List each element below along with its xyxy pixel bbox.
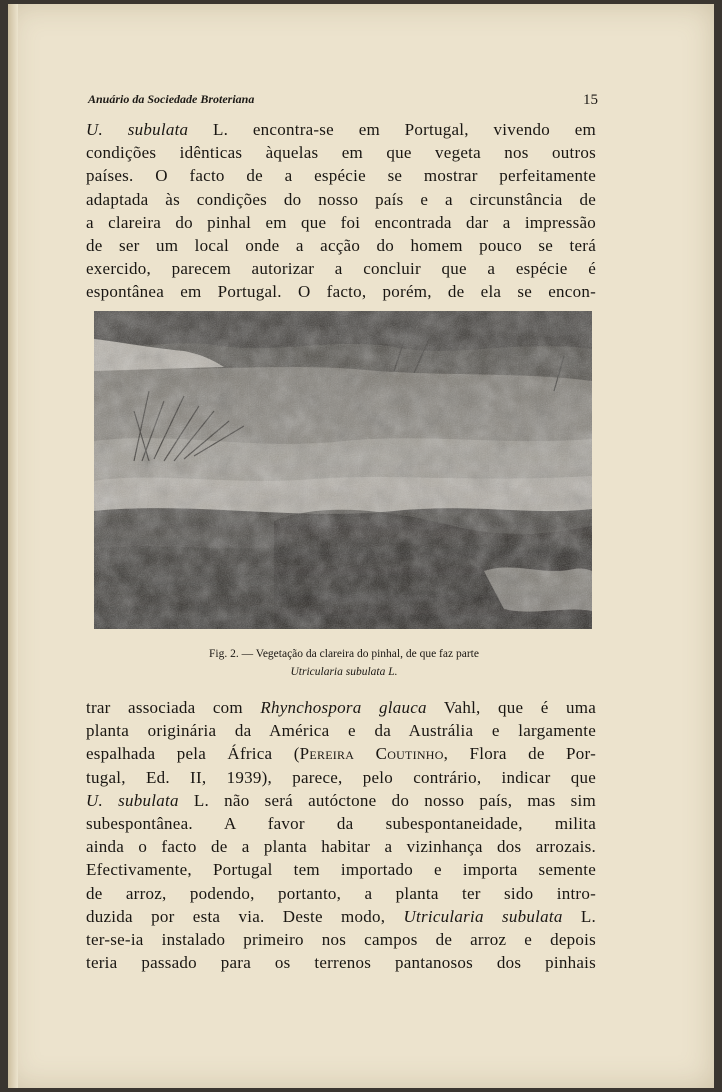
- text-line: [86, 789, 596, 812]
- text-line: [86, 211, 596, 234]
- text-segment: exercido, parecem autorizar a concluir que a espécie é: [86, 259, 596, 279]
- text-segment: planta originária da América e da Austrália e largamente: [86, 721, 596, 741]
- text-line: [86, 141, 596, 164]
- text-line: [86, 696, 596, 719]
- text-segment: ter-se-ia instalado primeiro nos campos de arroz e depois: [86, 929, 596, 949]
- text-segment: condições idênticas àquelas em que vegeta nos outros: [86, 143, 596, 163]
- text-segment: Efectivamente, Portugal tem importado e importa semente: [86, 860, 596, 880]
- text-line: [86, 835, 596, 858]
- paragraph-2: [86, 696, 596, 974]
- figure-photograph: [94, 311, 592, 629]
- text-line: [86, 928, 596, 951]
- italic-taxon-name: U. subulata: [86, 790, 179, 810]
- italic-taxon-name: Rhynchospora glauca: [260, 698, 427, 717]
- text-segment: países. O facto de a espécie se mostrar perfeitamente: [86, 166, 596, 186]
- text-line: [86, 742, 596, 765]
- text-line: [86, 858, 596, 881]
- figure-caption-line-1: Fig. 2. — Vegetação da clareira do pinhal, de que faz parte: [209, 648, 479, 660]
- text-segment: Vahl, que é uma: [426, 698, 596, 717]
- text-segment: L. não será autóctone do nosso país, mas sim: [178, 790, 596, 810]
- text-line: [86, 188, 596, 211]
- text-line: [86, 257, 596, 280]
- text-segment: tugal, Ed. II, 1939), parece, pelo contrário, indicar que: [86, 767, 596, 787]
- author-citation: Pereira Coutinho: [299, 744, 444, 764]
- figure-caption: [94, 645, 594, 681]
- text-line: [86, 164, 596, 187]
- text-segment: espalhada pela África (: [86, 744, 300, 764]
- text-segment: subespontânea. A favor da subespontaneidade, milita: [86, 813, 596, 833]
- text-segment: trar associada com: [86, 698, 261, 717]
- text-line: [86, 719, 596, 742]
- text-segment: L. encontra-se em Portugal, vivendo em: [188, 120, 597, 139]
- page-header: [88, 92, 598, 112]
- text-line: [86, 951, 596, 974]
- text-segment: de ser um local onde a acção do homem pouco se terá: [86, 235, 596, 255]
- text-segment: , Flora de Por-: [443, 744, 596, 764]
- text-segment: a clareira do pinhal em que foi encontrada dar a impressão: [86, 212, 596, 232]
- page-number: 15: [583, 92, 598, 108]
- text-segment: teria passado para os terrenos pantanosos dos pinhais: [86, 953, 596, 973]
- text-segment: duzida por esta via. Deste modo,: [86, 906, 404, 926]
- text-segment: L.: [562, 906, 596, 926]
- text-segment: adaptada às condições do nosso país e a circunstância de: [86, 189, 596, 209]
- text-line: [86, 766, 596, 789]
- text-line: [86, 812, 596, 835]
- text-segment: ainda o facto de a planta habitar a vizinhança dos arrozais.: [86, 837, 596, 857]
- text-line: [86, 882, 596, 905]
- page-spine-shadow: [8, 4, 18, 1088]
- text-line: [86, 280, 596, 303]
- figure-caption-line-2: Utricularia subulata L.: [290, 666, 398, 678]
- text-line: [86, 905, 596, 928]
- text-line: [86, 234, 596, 257]
- italic-taxon-name: U. subulata: [86, 120, 189, 139]
- paragraph-1: [86, 118, 596, 304]
- italic-taxon-name: Utricularia subulata: [403, 906, 563, 926]
- running-title: Anuário da Sociedade Broteriana: [88, 92, 255, 106]
- text-segment: de arroz, podendo, portanto, a planta ter sido intro-: [86, 883, 596, 903]
- text-segment: espontânea em Portugal. O facto, porém, de ela se encon-: [86, 282, 596, 302]
- text-line: [86, 118, 596, 141]
- clearing-vegetation-photo: [94, 311, 592, 629]
